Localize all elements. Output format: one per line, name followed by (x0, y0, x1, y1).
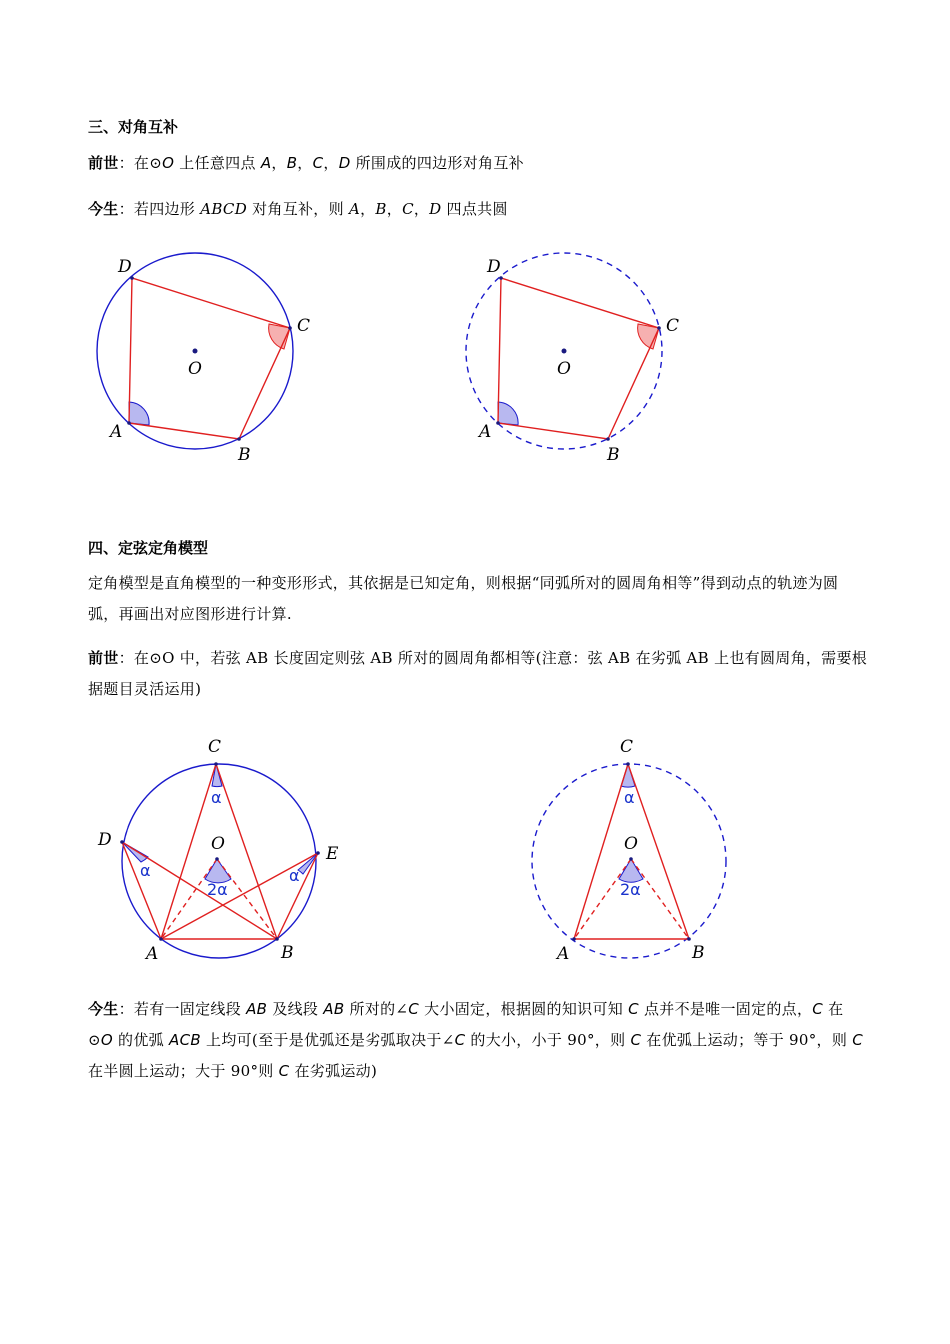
text: 在劣弧运动) (289, 1062, 378, 1080)
alpha-label-C: α (624, 788, 635, 807)
center-point (215, 857, 219, 861)
text: 及线段 (267, 1000, 324, 1018)
section-heading-4: 四、定弦定角模型 (88, 539, 209, 557)
section-heading-3: 三、对角互补 (88, 118, 179, 136)
angle-A-marker (498, 402, 518, 425)
two-alpha-label: 2α (207, 880, 228, 899)
var-C: C (852, 1031, 863, 1049)
center-point (193, 349, 198, 354)
point-C (214, 762, 218, 766)
section4-past-paragraph (88, 643, 868, 705)
text: 点并不是唯一固定的点， (638, 1000, 813, 1018)
point-B (237, 437, 241, 441)
section4-intro: 定角模型是直角模型的一种变形形式，其依据是已知定角，则根据“同弧所对的圆周角相等”得到动点的轨迹为圆弧，再画出对应图形进行计算. (88, 574, 839, 623)
sep: ， (386, 200, 403, 218)
text: 上任意四点 (174, 154, 261, 172)
label-O: O (188, 359, 202, 379)
sep: ， (360, 200, 376, 218)
point-A (572, 937, 576, 941)
point-B (275, 937, 279, 941)
text: ：若四边形 (118, 200, 201, 218)
label-E: E (326, 844, 339, 864)
section3-past-line (88, 148, 868, 179)
point-C (626, 762, 630, 766)
var-B: B (375, 200, 387, 218)
label-O: O (624, 834, 638, 854)
present-label: 今生 (88, 1000, 119, 1018)
point-B (687, 937, 691, 941)
var-ACB: ACB (169, 1031, 201, 1049)
text: 在半圆上运动；大于 90°则 (88, 1062, 279, 1080)
quadrilateral (498, 278, 659, 439)
label-D: D (98, 830, 112, 850)
sep: ， (297, 154, 313, 172)
var-C: C (630, 1031, 642, 1049)
past-label: 前世 (88, 154, 119, 172)
label-A: A (479, 422, 492, 442)
label-O: O (557, 359, 571, 379)
var-C: C (402, 200, 414, 218)
section4-present-paragraph (88, 994, 868, 1087)
label-B: B (281, 943, 294, 963)
label-C: C (208, 737, 222, 757)
var-O: O (100, 1031, 113, 1049)
var-C: C (312, 154, 324, 172)
present-label: 今生 (88, 200, 119, 218)
center-point (562, 349, 567, 354)
text: 的大小，小于 90°，则 (465, 1031, 631, 1049)
text: 所对的∠ (344, 1000, 409, 1018)
center-point (629, 857, 633, 861)
section3-present-line (88, 194, 868, 225)
text: 大小固定，根据圆的知识可知 (419, 1000, 629, 1018)
text: ：在⊙ (118, 154, 163, 172)
var-O: O (162, 154, 175, 172)
angle-A-marker (129, 402, 149, 425)
var-B: B (286, 154, 298, 172)
segment-AC (574, 764, 628, 939)
var-D: D (338, 154, 351, 172)
var-ABCD: ABCD (200, 200, 248, 218)
radius-OA (574, 859, 631, 939)
label-A: A (146, 944, 159, 964)
alpha-label-C: α (211, 788, 222, 807)
text: 在优弧上运动；等于 90°，则 (641, 1031, 853, 1049)
var-C: C (454, 1031, 466, 1049)
cyclic-quadrilateral-figure-right (449, 250, 689, 470)
angle-C-marker (621, 764, 635, 787)
segment-BC (216, 764, 277, 939)
point-D (120, 840, 124, 844)
fixed-chord-angle-figure-right (500, 735, 770, 970)
var-AB: AB (323, 1000, 345, 1018)
var-C: C (812, 1000, 824, 1018)
label-A: A (110, 422, 123, 442)
label-C: C (297, 316, 311, 336)
past-text: ：在⊙O 中，若弦 AB 长度固定则弦 AB 所对的圆周角都相等(注意：弦 AB 在劣弧 AB 上也有圆周角，需要根据题目灵活运用) (88, 649, 868, 698)
cyclic-quadrilateral-figure-left (80, 250, 320, 470)
var-AB: AB (246, 1000, 268, 1018)
quadrilateral (129, 278, 290, 439)
var-C: C (278, 1062, 290, 1080)
point-C (657, 326, 661, 330)
sep: ， (323, 154, 339, 172)
var-C: C (408, 1000, 420, 1018)
two-alpha-label: 2α (620, 880, 641, 899)
point-A (127, 421, 131, 425)
text: 在⊙ (88, 1000, 844, 1049)
past-label: 前世 (88, 649, 119, 667)
point-A (159, 937, 163, 941)
sep: ， (413, 200, 430, 218)
var-D: D (429, 200, 442, 218)
label-A: A (557, 944, 570, 964)
text: 所围成的四边形对角互补 (350, 154, 524, 172)
radius-OB (631, 859, 689, 939)
var-A: A (348, 200, 361, 218)
alpha-label-E: α (289, 866, 300, 885)
label-C: C (620, 737, 634, 757)
central-angle-marker (619, 859, 643, 882)
point-A (496, 421, 500, 425)
sep: ， (271, 154, 287, 172)
text: 的优弧 (112, 1031, 170, 1049)
label-B: B (607, 445, 620, 465)
text: ：若有一固定线段 (118, 1000, 247, 1018)
text: 对角互补，则 (247, 200, 349, 218)
label-B: B (238, 445, 251, 465)
alpha-label-D: α (140, 861, 151, 880)
text: 四点共圆 (441, 200, 508, 218)
text: 上均可(至于是优弧还是劣弧取决于∠ (200, 1031, 455, 1049)
label-B: B (692, 943, 705, 963)
label-D: D (487, 257, 501, 277)
label-C: C (666, 316, 680, 336)
point-B (606, 437, 610, 441)
point-E (316, 851, 320, 855)
label-O: O (211, 834, 225, 854)
label-D: D (118, 257, 132, 277)
fixed-chord-angle-figure-left (90, 735, 360, 970)
var-C: C (628, 1000, 639, 1018)
var-A: A (260, 154, 272, 172)
point-C (288, 326, 292, 330)
